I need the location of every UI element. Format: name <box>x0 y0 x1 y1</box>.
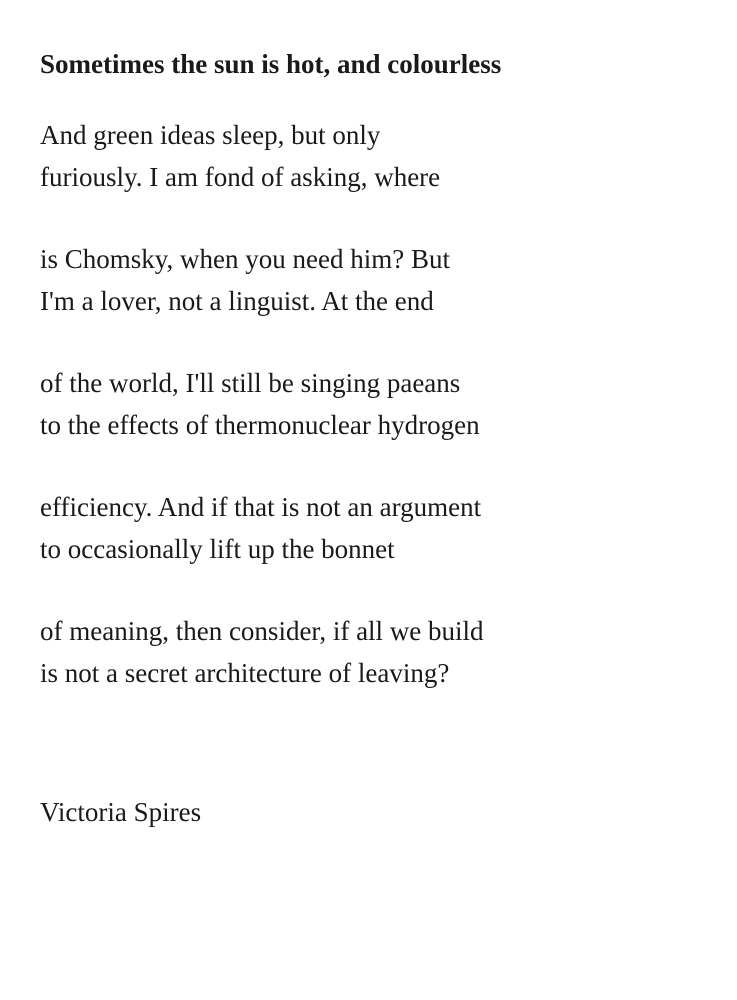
poem-line: efficiency. And if that is not an argument <box>40 492 482 522</box>
poem-line: to occasionally lift up the bonnet <box>40 534 395 564</box>
poem-line: I'm a lover, not a linguist. At the end <box>40 286 434 316</box>
stanza <box>40 486 720 570</box>
poem <box>40 46 720 734</box>
poem-line: of meaning, then consider, if all we build <box>40 616 484 646</box>
stanza <box>40 610 720 694</box>
stanza <box>40 238 720 322</box>
poem-title: Sometimes the sun is hot, and colourless <box>40 49 502 79</box>
poem-body <box>40 114 720 694</box>
author-name: Victoria Spires <box>40 797 202 827</box>
stanza <box>40 114 720 198</box>
poem-line: to the effects of thermonuclear hydrogen <box>40 410 480 440</box>
poem-line: is not a secret architecture of leaving? <box>40 658 450 688</box>
stanza <box>40 362 720 446</box>
poem-line: furiously. I am fond of asking, where <box>40 162 441 192</box>
poem-line: And green ideas sleep, but only <box>40 120 381 150</box>
poem-line: of the world, I'll still be singing paeans <box>40 368 461 398</box>
poem-line: is Chomsky, when you need him? But <box>40 244 450 274</box>
